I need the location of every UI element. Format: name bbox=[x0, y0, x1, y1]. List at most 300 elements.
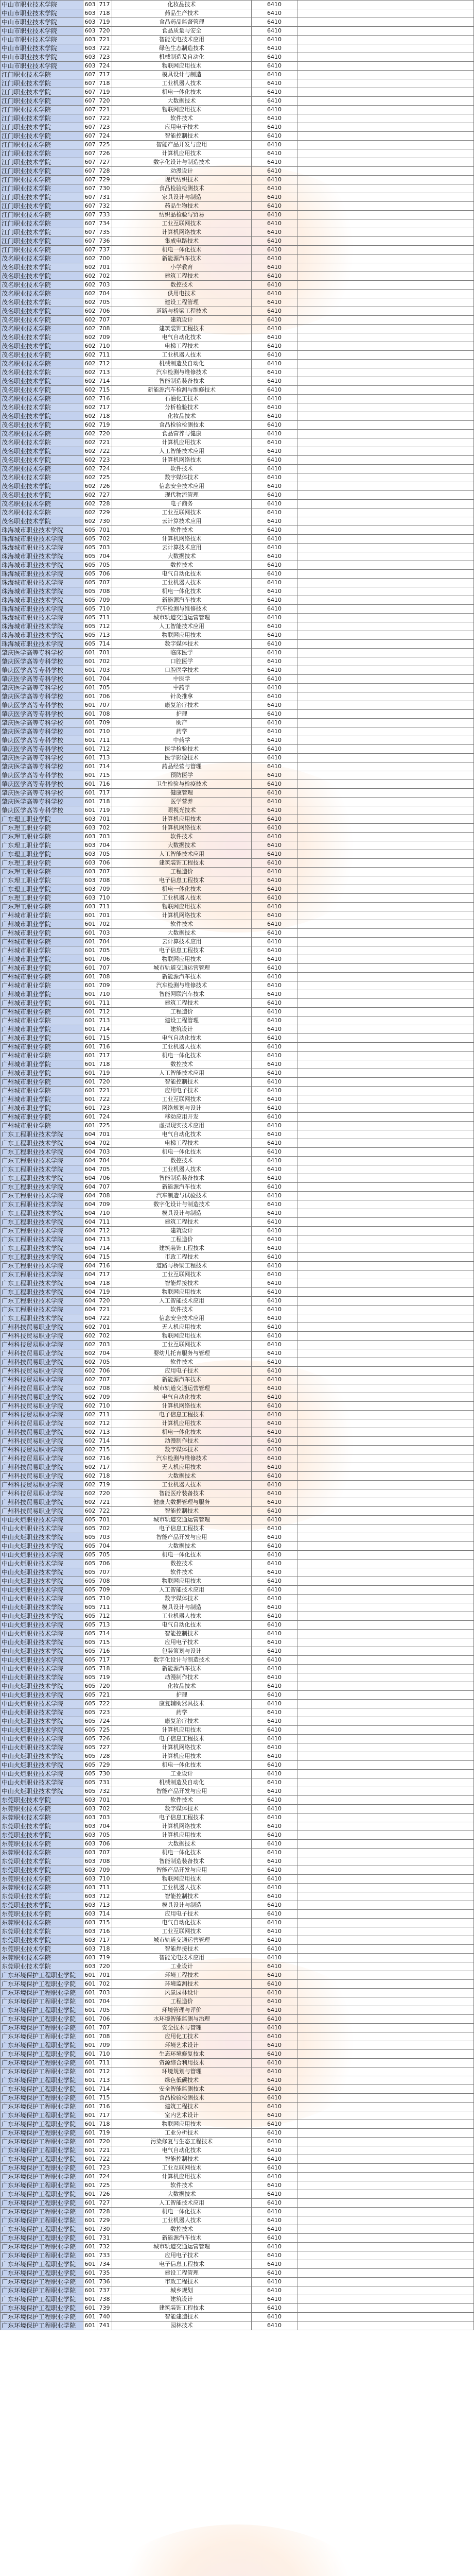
plan-code-cell: 6410 bbox=[252, 1288, 297, 1297]
major-code-cell: 710 bbox=[97, 894, 112, 903]
school-code-cell: 607 bbox=[83, 219, 97, 228]
blank-cell bbox=[297, 859, 474, 868]
major-code-cell: 726 bbox=[97, 482, 112, 491]
blank-cell bbox=[297, 1630, 474, 1638]
blank-cell bbox=[297, 1472, 474, 1481]
table-row bbox=[1, 1060, 474, 1069]
table-row bbox=[1, 2278, 474, 2286]
table-row bbox=[1, 482, 474, 491]
major-code-cell: 706 bbox=[97, 1560, 112, 1568]
major-name-cell: 食品质量与安全 bbox=[112, 27, 252, 36]
plan-code-cell: 6410 bbox=[252, 2129, 297, 2138]
school-name-cell: 广州科技贸易职业学院 bbox=[1, 1341, 83, 1349]
table-row bbox=[1, 955, 474, 964]
major-name-cell: 电气自动化技术 bbox=[112, 1393, 252, 1402]
major-code-cell: 706 bbox=[97, 570, 112, 579]
table-row bbox=[1, 2111, 474, 2120]
school-code-cell: 605 bbox=[83, 640, 97, 649]
blank-cell bbox=[297, 1805, 474, 1814]
school-code-cell: 601 bbox=[83, 1008, 97, 1016]
blank-cell bbox=[297, 1069, 474, 1078]
major-name-cell: 云计算技术应用 bbox=[112, 517, 252, 526]
blank-cell bbox=[297, 2190, 474, 2199]
major-name-cell: 软件技术 bbox=[112, 1796, 252, 1805]
major-name-cell: 工业机器人技术 bbox=[112, 894, 252, 903]
blank-cell bbox=[297, 62, 474, 71]
school-name-cell: 中山火炬职业技术学院 bbox=[1, 1647, 83, 1656]
table-row bbox=[1, 710, 474, 719]
school-code-cell: 601 bbox=[83, 1025, 97, 1034]
plan-code-cell: 6410 bbox=[252, 360, 297, 368]
school-code-cell: 602 bbox=[83, 377, 97, 386]
plan-code-cell: 6410 bbox=[252, 1551, 297, 1560]
table-row bbox=[1, 535, 474, 544]
plan-code-cell: 6410 bbox=[252, 1586, 297, 1595]
blank-cell bbox=[297, 1349, 474, 1358]
school-name-cell: 广州科技贸易职业学院 bbox=[1, 1437, 83, 1446]
major-code-cell: 717 bbox=[97, 1, 112, 9]
plan-code-cell: 6410 bbox=[252, 675, 297, 684]
plan-code-cell: 6410 bbox=[252, 981, 297, 990]
table-row bbox=[1, 920, 474, 929]
plan-code-cell: 6410 bbox=[252, 920, 297, 929]
major-name-cell: 电气自动化技术 bbox=[112, 570, 252, 579]
table-row bbox=[1, 1279, 474, 1288]
plan-code-cell: 6410 bbox=[252, 158, 297, 167]
table-row bbox=[1, 1962, 474, 1971]
major-name-cell: 健康管理 bbox=[112, 789, 252, 798]
blank-cell bbox=[297, 903, 474, 911]
major-name-cell: 物联网应用技术 bbox=[112, 62, 252, 71]
major-name-cell: 园林技术 bbox=[112, 2321, 252, 2330]
school-name-cell: 广州科技贸易职业学院 bbox=[1, 1454, 83, 1463]
major-code-cell: 709 bbox=[97, 1200, 112, 1209]
table-row bbox=[1, 1227, 474, 1235]
major-name-cell: 电气自动化技术 bbox=[112, 1919, 252, 1927]
blank-cell bbox=[297, 1787, 474, 1796]
major-code-cell: 713 bbox=[97, 2076, 112, 2085]
school-name-cell: 广东环境保护工程职业学院 bbox=[1, 2085, 83, 2094]
table-row bbox=[1, 158, 474, 167]
major-name-cell: 人工智能技术应用 bbox=[112, 1069, 252, 1078]
major-code-cell: 710 bbox=[97, 990, 112, 999]
major-code-cell: 719 bbox=[97, 88, 112, 97]
major-name-cell: 智能控制技术 bbox=[112, 1507, 252, 1516]
plan-code-cell: 6410 bbox=[252, 631, 297, 640]
school-code-cell: 602 bbox=[83, 1446, 97, 1454]
school-name-cell: 中山火炬职业技术学院 bbox=[1, 1787, 83, 1796]
major-name-cell: 计算机网络技术 bbox=[112, 911, 252, 920]
major-code-cell: 703 bbox=[97, 544, 112, 552]
major-name-cell: 计算机应用技术 bbox=[112, 1831, 252, 1840]
major-name-cell: 汽车制造与试验技术 bbox=[112, 1192, 252, 1200]
school-code-cell: 601 bbox=[83, 2304, 97, 2313]
blank-cell bbox=[297, 657, 474, 666]
school-code-cell: 604 bbox=[83, 1279, 97, 1288]
plan-code-cell: 6410 bbox=[252, 106, 297, 114]
plan-code-cell: 6410 bbox=[252, 386, 297, 395]
table-row bbox=[1, 2313, 474, 2321]
major-name-cell: 建筑装饰工程技术 bbox=[112, 2304, 252, 2313]
school-name-cell: 茂名职业技术学院 bbox=[1, 482, 83, 491]
major-code-cell: 722 bbox=[97, 447, 112, 456]
table-row bbox=[1, 184, 474, 193]
school-code-cell: 601 bbox=[83, 1997, 97, 2006]
plan-code-cell: 6410 bbox=[252, 2304, 297, 2313]
major-code-cell: 713 bbox=[97, 631, 112, 640]
school-code-cell: 602 bbox=[83, 395, 97, 403]
table-row bbox=[1, 894, 474, 903]
plan-code-cell: 6410 bbox=[252, 1157, 297, 1165]
table-row bbox=[1, 2129, 474, 2138]
table-row bbox=[1, 500, 474, 509]
major-code-cell: 728 bbox=[97, 167, 112, 176]
major-name-cell: 机电一体化技术 bbox=[112, 246, 252, 255]
plan-code-cell: 6410 bbox=[252, 1314, 297, 1323]
plan-code-cell: 6410 bbox=[252, 1, 297, 9]
school-name-cell: 中山火炬职业技术学院 bbox=[1, 1735, 83, 1743]
table-row bbox=[1, 1971, 474, 1980]
plan-code-cell: 6410 bbox=[252, 2208, 297, 2216]
school-name-cell: 广东工程职业技术学院 bbox=[1, 1165, 83, 1174]
school-name-cell: 中山火炬职业技术学院 bbox=[1, 1770, 83, 1778]
plan-code-cell: 6410 bbox=[252, 824, 297, 833]
blank-cell bbox=[297, 640, 474, 649]
blank-cell bbox=[297, 1200, 474, 1209]
plan-code-cell: 6410 bbox=[252, 1034, 297, 1043]
school-name-cell: 珠海城市职业技术学院 bbox=[1, 622, 83, 631]
school-code-cell: 605 bbox=[83, 1577, 97, 1586]
major-name-cell: 应用电子技术 bbox=[112, 123, 252, 132]
blank-cell bbox=[297, 894, 474, 903]
table-row bbox=[1, 1770, 474, 1778]
blank-cell bbox=[297, 1752, 474, 1761]
school-name-cell: 东莞职业技术学院 bbox=[1, 1822, 83, 1831]
major-code-cell: 716 bbox=[97, 1043, 112, 1052]
major-code-cell: 701 bbox=[97, 911, 112, 920]
major-name-cell: 电气自动化技术 bbox=[112, 333, 252, 342]
major-name-cell: 计算机应用技术 bbox=[112, 438, 252, 447]
table-row bbox=[1, 27, 474, 36]
blank-cell bbox=[297, 2111, 474, 2120]
table-row bbox=[1, 1332, 474, 1341]
school-name-cell: 广东工程职业技术学院 bbox=[1, 1209, 83, 1218]
plan-code-cell: 6410 bbox=[252, 1367, 297, 1376]
school-name-cell: 茂名职业技术学院 bbox=[1, 438, 83, 447]
table-row bbox=[1, 841, 474, 850]
plan-code-cell: 6410 bbox=[252, 2243, 297, 2251]
school-code-cell: 601 bbox=[83, 2024, 97, 2032]
blank-cell bbox=[297, 88, 474, 97]
school-code-cell: 601 bbox=[83, 806, 97, 815]
plan-code-cell: 6410 bbox=[252, 1778, 297, 1787]
major-name-cell: 口腔医学 bbox=[112, 657, 252, 666]
table-row bbox=[1, 815, 474, 824]
major-name-cell: 电子信息工程技术 bbox=[112, 1411, 252, 1419]
major-code-cell: 708 bbox=[97, 1857, 112, 1866]
major-code-cell: 702 bbox=[97, 1805, 112, 1814]
blank-cell bbox=[297, 1831, 474, 1840]
plan-code-cell: 6410 bbox=[252, 999, 297, 1008]
major-name-cell: 数字媒体技术 bbox=[112, 1805, 252, 1814]
major-code-cell: 720 bbox=[97, 2138, 112, 2146]
plan-code-cell: 6410 bbox=[252, 815, 297, 824]
school-name-cell: 肇庆医学高等专科学校 bbox=[1, 675, 83, 684]
major-name-cell: 智能控制技术 bbox=[112, 2155, 252, 2164]
blank-cell bbox=[297, 1989, 474, 1997]
major-code-cell: 738 bbox=[97, 2295, 112, 2304]
table-row bbox=[1, 228, 474, 237]
school-name-cell: 东莞职业技术学院 bbox=[1, 1910, 83, 1919]
major-code-cell: 706 bbox=[97, 692, 112, 701]
plan-code-cell: 6410 bbox=[252, 2173, 297, 2181]
school-name-cell: 广东环境保护工程职业学院 bbox=[1, 2006, 83, 2015]
blank-cell bbox=[297, 1954, 474, 1962]
school-code-cell: 601 bbox=[83, 2006, 97, 2015]
blank-cell bbox=[297, 1673, 474, 1682]
major-name-cell: 资源综合利用技术 bbox=[112, 2059, 252, 2067]
major-name-cell: 工业机器人技术 bbox=[112, 1612, 252, 1621]
blank-cell bbox=[297, 2208, 474, 2216]
school-code-cell: 602 bbox=[83, 456, 97, 465]
blank-cell bbox=[297, 1857, 474, 1866]
school-name-cell: 肇庆医学高等专科学校 bbox=[1, 727, 83, 736]
table-row bbox=[1, 1805, 474, 1814]
major-code-cell: 718 bbox=[97, 9, 112, 18]
major-code-cell: 711 bbox=[97, 1884, 112, 1892]
plan-code-cell: 6410 bbox=[252, 2199, 297, 2208]
table-row bbox=[1, 1419, 474, 1428]
major-code-cell: 723 bbox=[97, 2164, 112, 2173]
major-name-cell: 人工智能技术应用 bbox=[112, 850, 252, 859]
major-code-cell: 704 bbox=[97, 938, 112, 946]
major-code-cell: 711 bbox=[97, 903, 112, 911]
school-name-cell: 肇庆医学高等专科学校 bbox=[1, 762, 83, 771]
table-row bbox=[1, 167, 474, 176]
school-code-cell: 601 bbox=[83, 1980, 97, 1989]
major-code-cell: 705 bbox=[97, 1165, 112, 1174]
plan-code-cell: 6410 bbox=[252, 1235, 297, 1244]
major-code-cell: 715 bbox=[97, 1919, 112, 1927]
blank-cell bbox=[297, 351, 474, 360]
plan-code-cell: 6410 bbox=[252, 1463, 297, 1472]
major-code-cell: 708 bbox=[97, 325, 112, 333]
blank-cell bbox=[297, 605, 474, 614]
table-row bbox=[1, 106, 474, 114]
school-name-cell: 东莞职业技术学院 bbox=[1, 1892, 83, 1901]
school-code-cell: 605 bbox=[83, 579, 97, 587]
major-code-cell: 718 bbox=[97, 798, 112, 806]
blank-cell bbox=[297, 2050, 474, 2059]
plan-code-cell: 6410 bbox=[252, 193, 297, 202]
school-name-cell: 中山市职业技术学院 bbox=[1, 53, 83, 62]
table-row bbox=[1, 754, 474, 762]
major-name-cell: 环境艺术设计 bbox=[112, 2041, 252, 2050]
table-row bbox=[1, 421, 474, 430]
major-code-cell: 733 bbox=[97, 2251, 112, 2260]
school-code-cell: 602 bbox=[83, 1393, 97, 1402]
school-name-cell: 珠海城市职业技术学院 bbox=[1, 596, 83, 605]
blank-cell bbox=[297, 1560, 474, 1568]
blank-cell bbox=[297, 1919, 474, 1927]
major-name-cell: 汽车检测与维修技术 bbox=[112, 605, 252, 614]
school-code-cell: 602 bbox=[83, 1463, 97, 1472]
school-code-cell: 601 bbox=[83, 798, 97, 806]
major-code-cell: 703 bbox=[97, 1533, 112, 1542]
school-code-cell: 605 bbox=[83, 622, 97, 631]
school-name-cell: 中山市职业技术学院 bbox=[1, 9, 83, 18]
blank-cell bbox=[297, 2015, 474, 2024]
major-name-cell: 绿色低碳技术 bbox=[112, 2076, 252, 2085]
blank-cell bbox=[297, 1533, 474, 1542]
blank-cell bbox=[297, 114, 474, 123]
table-row bbox=[1, 18, 474, 27]
major-name-cell: 集成电路技术 bbox=[112, 237, 252, 246]
plan-code-cell: 6410 bbox=[252, 1148, 297, 1157]
major-code-cell: 722 bbox=[97, 1314, 112, 1323]
major-code-cell: 731 bbox=[97, 2234, 112, 2243]
major-code-cell: 708 bbox=[97, 1384, 112, 1393]
school-code-cell: 601 bbox=[83, 2321, 97, 2330]
major-name-cell: 大数据技术 bbox=[112, 841, 252, 850]
plan-code-cell: 6410 bbox=[252, 1043, 297, 1052]
school-name-cell: 广州科技贸易职业学院 bbox=[1, 1498, 83, 1507]
blank-cell bbox=[297, 2120, 474, 2129]
plan-code-cell: 6410 bbox=[252, 1560, 297, 1568]
blank-cell bbox=[297, 1621, 474, 1630]
school-code-cell: 602 bbox=[83, 1323, 97, 1332]
school-code-cell: 602 bbox=[83, 473, 97, 482]
school-name-cell: 中山市职业技术学院 bbox=[1, 44, 83, 53]
table-row bbox=[1, 824, 474, 833]
school-name-cell: 茂名职业技术学院 bbox=[1, 377, 83, 386]
school-name-cell: 茂名职业技术学院 bbox=[1, 263, 83, 272]
major-code-cell: 711 bbox=[97, 2059, 112, 2067]
blank-cell bbox=[297, 2199, 474, 2208]
plan-code-cell: 6410 bbox=[252, 1183, 297, 1192]
table-row bbox=[1, 1954, 474, 1962]
school-code-cell: 601 bbox=[83, 920, 97, 929]
school-name-cell: 中山火炬职业技术学院 bbox=[1, 1656, 83, 1665]
school-name-cell: 广东工程职业技术学院 bbox=[1, 1270, 83, 1279]
table-row bbox=[1, 193, 474, 202]
school-code-cell: 605 bbox=[83, 526, 97, 535]
major-name-cell: 机电一体化技术 bbox=[112, 1849, 252, 1857]
school-name-cell: 江门职业技术学院 bbox=[1, 114, 83, 123]
school-name-cell: 东莞职业技术学院 bbox=[1, 1849, 83, 1857]
table-row bbox=[1, 2269, 474, 2278]
major-code-cell: 708 bbox=[97, 2032, 112, 2041]
school-code-cell: 603 bbox=[83, 1927, 97, 1936]
plan-code-cell: 6410 bbox=[252, 1910, 297, 1919]
table-row bbox=[1, 281, 474, 290]
major-name-cell: 软件技术 bbox=[112, 2181, 252, 2190]
school-name-cell: 广东环境保护工程职业学院 bbox=[1, 2146, 83, 2155]
blank-cell bbox=[297, 1840, 474, 1849]
plan-code-cell: 6410 bbox=[252, 2138, 297, 2146]
school-name-cell: 中山市职业技术学院 bbox=[1, 18, 83, 27]
blank-cell bbox=[297, 1306, 474, 1314]
major-name-cell: 分析检验技术 bbox=[112, 403, 252, 412]
school-name-cell: 东莞职业技术学院 bbox=[1, 1796, 83, 1805]
school-code-cell: 604 bbox=[83, 1314, 97, 1323]
table-row bbox=[1, 1866, 474, 1875]
plan-code-cell: 6410 bbox=[252, 1805, 297, 1814]
school-code-cell: 607 bbox=[83, 228, 97, 237]
major-name-cell: 环境管理与评价 bbox=[112, 2006, 252, 2015]
blank-cell bbox=[297, 2146, 474, 2155]
school-code-cell: 602 bbox=[83, 1498, 97, 1507]
blank-cell bbox=[297, 1708, 474, 1717]
school-name-cell: 中山火炬职业技术学院 bbox=[1, 1752, 83, 1761]
major-code-cell: 732 bbox=[97, 2243, 112, 2251]
blank-cell bbox=[297, 587, 474, 596]
major-code-cell: 715 bbox=[97, 1034, 112, 1043]
table-row bbox=[1, 1288, 474, 1297]
major-name-cell: 城乡规划 bbox=[112, 2286, 252, 2295]
school-name-cell: 广州科技贸易职业学院 bbox=[1, 1332, 83, 1341]
table-row bbox=[1, 1367, 474, 1376]
school-code-cell: 601 bbox=[83, 2120, 97, 2129]
school-name-cell: 肇庆医学高等专科学校 bbox=[1, 789, 83, 798]
major-name-cell: 物联网应用技术 bbox=[112, 1288, 252, 1297]
school-name-cell: 广东工程职业技术学院 bbox=[1, 1130, 83, 1139]
major-code-cell: 724 bbox=[97, 62, 112, 71]
major-name-cell: 云计算技术应用 bbox=[112, 544, 252, 552]
major-name-cell: 人工智能技术应用 bbox=[112, 1586, 252, 1595]
school-name-cell: 广东环境保护工程职业学院 bbox=[1, 2059, 83, 2067]
school-name-cell: 中山火炬职业技术学院 bbox=[1, 1595, 83, 1603]
blank-cell bbox=[297, 885, 474, 894]
plan-code-cell: 6410 bbox=[252, 141, 297, 149]
school-code-cell: 601 bbox=[83, 2286, 97, 2295]
major-name-cell: 应用电子技术 bbox=[112, 2251, 252, 2260]
table-row bbox=[1, 2155, 474, 2164]
plan-code-cell: 6410 bbox=[252, 587, 297, 596]
table-row bbox=[1, 1384, 474, 1393]
plan-code-cell: 6410 bbox=[252, 701, 297, 710]
blank-cell bbox=[297, 27, 474, 36]
major-code-cell: 719 bbox=[97, 2129, 112, 2138]
school-name-cell: 广州科技贸易职业学院 bbox=[1, 1419, 83, 1428]
plan-code-cell: 6410 bbox=[252, 946, 297, 955]
school-code-cell: 602 bbox=[83, 325, 97, 333]
blank-cell bbox=[297, 123, 474, 132]
blank-cell bbox=[297, 692, 474, 701]
major-name-cell: 电子信息工程技术 bbox=[112, 876, 252, 885]
plan-code-cell: 6410 bbox=[252, 447, 297, 456]
major-code-cell: 715 bbox=[97, 1253, 112, 1262]
plan-code-cell: 6410 bbox=[252, 1945, 297, 1954]
blank-cell bbox=[297, 649, 474, 657]
major-code-cell: 717 bbox=[97, 1463, 112, 1472]
plan-code-cell: 6410 bbox=[252, 149, 297, 158]
school-code-cell: 605 bbox=[83, 596, 97, 605]
plan-code-cell: 6410 bbox=[252, 307, 297, 316]
school-name-cell: 江门职业技术学院 bbox=[1, 97, 83, 106]
school-code-cell: 601 bbox=[83, 701, 97, 710]
major-code-cell: 709 bbox=[97, 596, 112, 605]
major-name-cell: 新能源汽车技术 bbox=[112, 596, 252, 605]
school-name-cell: 广东环境保护工程职业学院 bbox=[1, 2111, 83, 2120]
blank-cell bbox=[297, 1016, 474, 1025]
school-code-cell: 607 bbox=[83, 202, 97, 211]
major-code-cell: 728 bbox=[97, 500, 112, 509]
major-code-cell: 702 bbox=[97, 272, 112, 281]
blank-cell bbox=[297, 1849, 474, 1857]
school-name-cell: 广东环境保护工程职业学院 bbox=[1, 2190, 83, 2199]
table-row bbox=[1, 2173, 474, 2181]
